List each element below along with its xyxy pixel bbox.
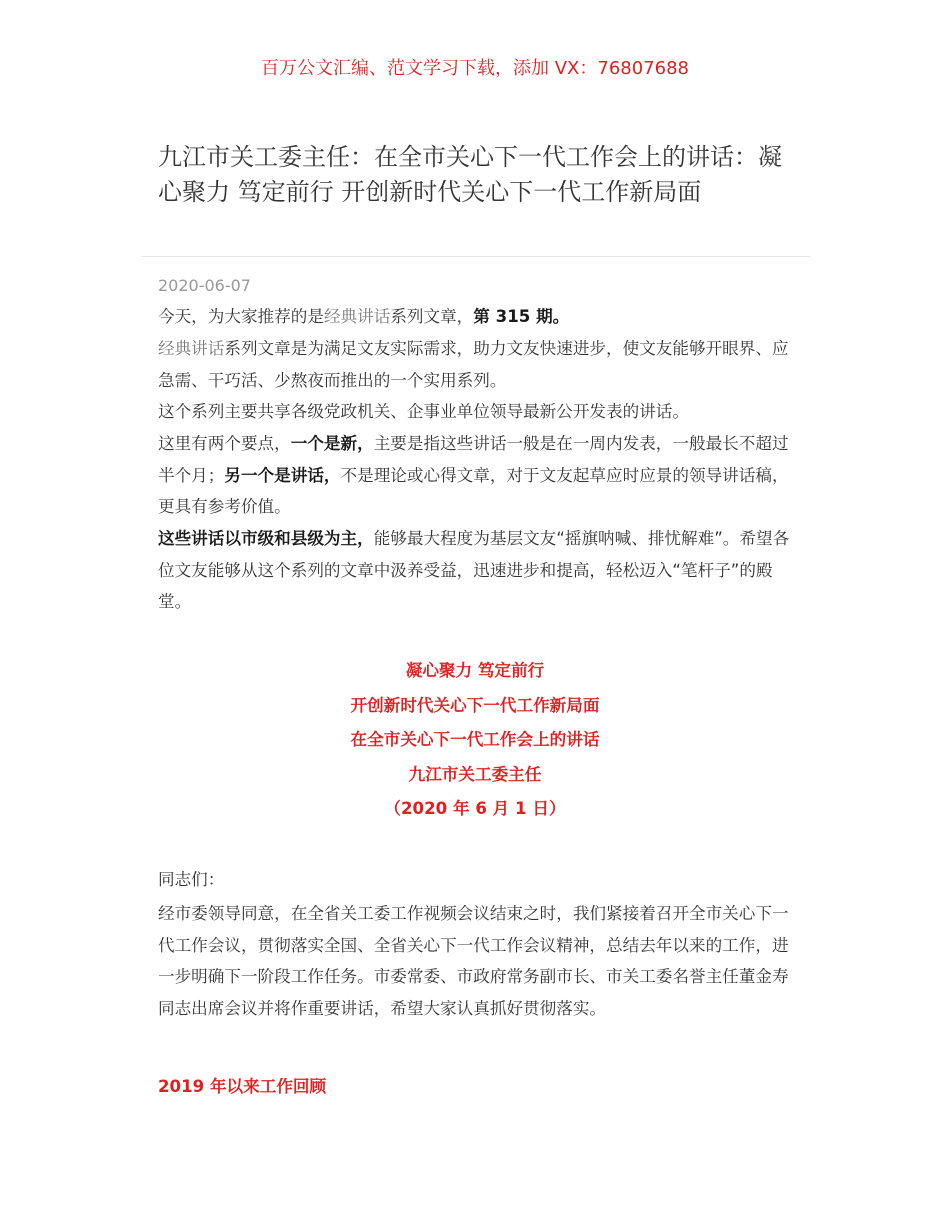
article-title: 九江市关工委主任：在全市关心下一代工作会上的讲话：凝心聚力 笃定前行 开创新时代关心下一代工作新局面 — [158, 143, 782, 206]
issue-number: 第 315 期。 — [473, 307, 570, 326]
speech-theme: 凝心聚力 笃定前行 — [405, 661, 545, 680]
salutation: 同志们： — [158, 870, 225, 889]
intro-paragraph-5 — [158, 523, 798, 618]
speech-subtitle: 开创新时代关心下一代工作新局面 — [350, 695, 600, 715]
intro-text: 能够最大程度为基层文友“摇旗呐喊、排忧解难”。希望各位文友能够从这个系列的文章中汲养受益，迅速进步和提高，轻松迈入“笔杆子”的殿堂。 — [158, 529, 790, 611]
series-name: 经典讲话 — [158, 339, 225, 358]
speech-header — [0, 654, 950, 827]
intro-paragraph-2 — [158, 333, 798, 396]
publish-date: 2020-06-07 — [158, 276, 251, 295]
intro-text: 系列文章是为满足文友实际需求，助力文友快速进步，使文友能够开眼界、应急需、干巧活、少熬夜而推出的一个实用系列。 — [158, 339, 789, 390]
level-emphasis: 这些讲话以市级和县级为主， — [158, 529, 374, 548]
title-divider — [141, 256, 810, 257]
intro-paragraph-3: 这个系列主要共享各级党政机关、企事业单位领导最新公开发表的讲话。 — [158, 402, 689, 421]
speech-occasion: 在全市关心下一代工作会上的讲话 — [350, 730, 600, 749]
promo-banner: 百万公文汇编、范文学习下载，添加 VX：76807688 — [261, 58, 689, 79]
intro-text: 今天，为大家推荐的是 — [158, 307, 324, 326]
speech-date: （2020 年 6 月 1 日） — [384, 799, 566, 818]
intro-text: 主要是指这些讲话一般是在一周内发表，一般最长不超过半个月； — [158, 434, 789, 485]
intro-text: 系列文章， — [390, 307, 474, 326]
series-name: 经典讲话 — [323, 307, 391, 326]
body-paragraph-1: 经市委领导同意，在全省关工委工作视频会议结束之时，我们紧接着召开全市关心下一代工作会议，贯彻落实全国、全省关心下一代工作会议精神，总结去年以来的工作，进一步明确下一阶段工作任务。市委常委、市政府常务副市长、市关工委名誉主任董金寿同志出席会议并将作重要讲话，希望大家认真抓好贯彻落实。 — [158, 904, 789, 1018]
section-heading: 2019 年以来工作回顾 — [158, 1077, 327, 1096]
intro-text: 不是理论或心得文章，对于文友起草应时应景的领导讲话稿，更具有参考价值。 — [158, 465, 789, 516]
intro-text: 这里有两个要点， — [158, 434, 291, 453]
intro-paragraph-1 — [158, 301, 798, 333]
intro-paragraph-4 — [158, 428, 798, 523]
point-new: 一个是新， — [290, 434, 374, 453]
point-speech: 另一个是讲话， — [224, 465, 341, 485]
speaker: 九江市关工委主任 — [408, 764, 542, 784]
